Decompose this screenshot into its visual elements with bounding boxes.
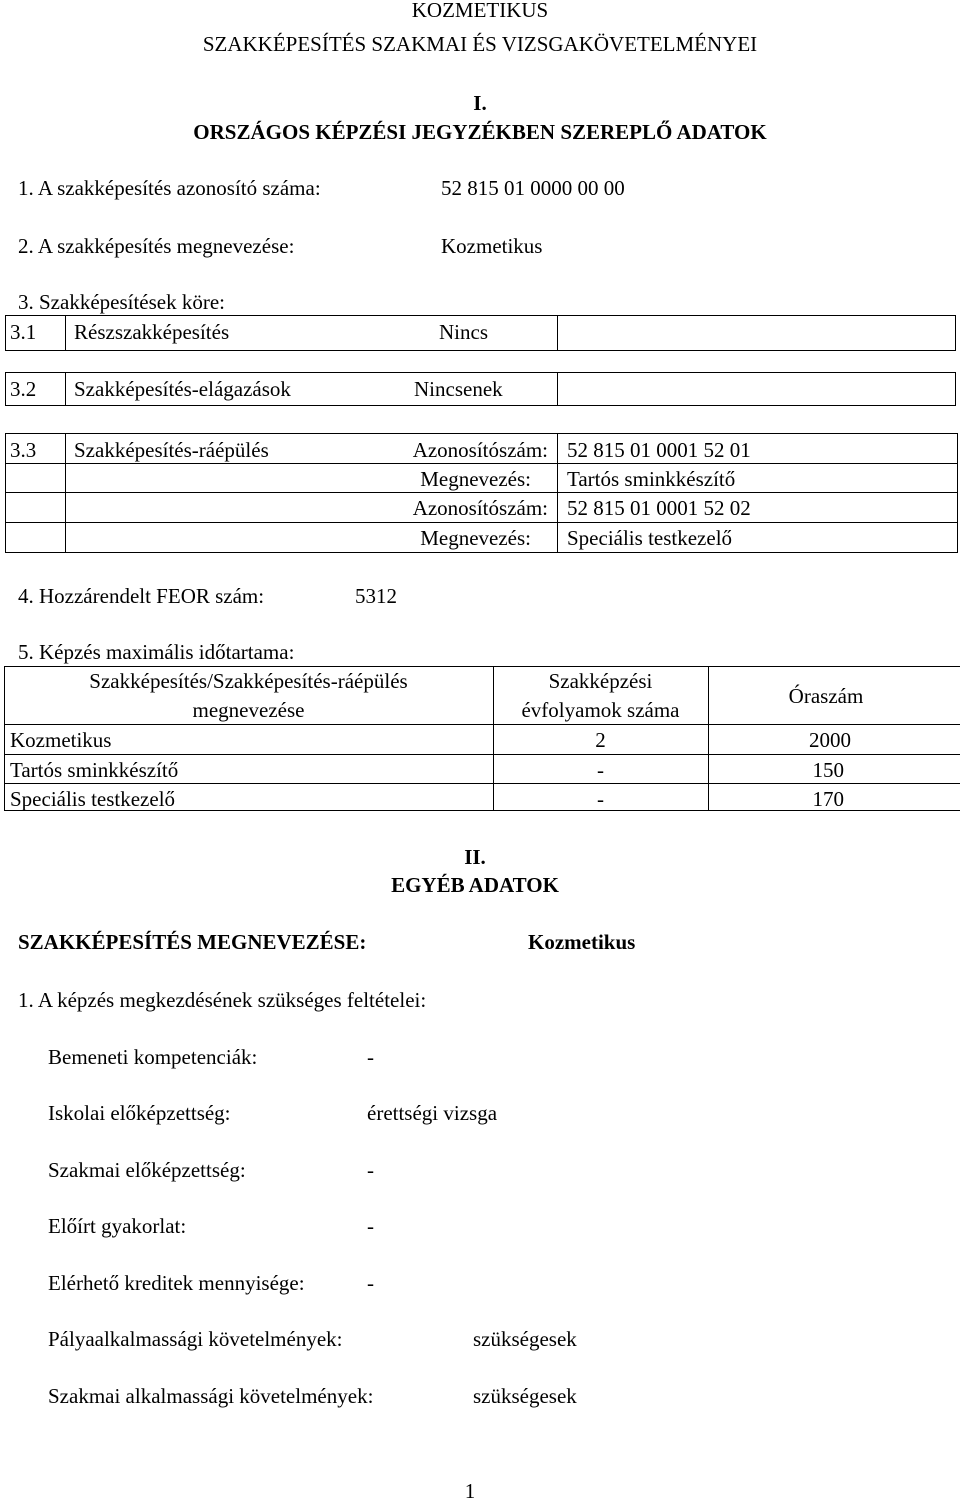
duration-row1-hours: 2000 xyxy=(809,728,851,752)
duration-header-col1-line2: megnevezése xyxy=(192,698,305,722)
item3-3-row1-value: 52 815 01 0001 52 01 xyxy=(567,438,751,462)
req-career-aptitude-label: Pályaalkalmassági követelmények: xyxy=(48,1327,343,1351)
duration-row3-name: Speciális testkezelő xyxy=(10,787,176,811)
req-practice-value: - xyxy=(367,1214,374,1238)
item3-1-label: Részszakképesítés xyxy=(74,320,230,344)
item4-label: 4. Hozzárendelt FEOR szám: xyxy=(18,584,265,608)
duration-row1-name: Kozmetikus xyxy=(10,728,112,752)
duration-header-col2-line2: évfolyamok száma xyxy=(521,698,680,722)
item5-label: 5. Képzés maximális időtartama: xyxy=(18,640,295,664)
req-practice-label: Előírt gyakorlat: xyxy=(48,1214,187,1238)
req-professional-aptitude-label: Szakmai alkalmassági követelmények: xyxy=(48,1384,374,1408)
section2-number: II. xyxy=(464,845,486,869)
item4-value: 5312 xyxy=(355,584,397,608)
req-credits-value: - xyxy=(367,1271,374,1295)
item3-3-row3-value: 52 815 01 0001 52 02 xyxy=(567,496,751,520)
document-title-line2: SZAKKÉPESÍTÉS SZAKMAI ÉS VIZSGAKÖVETELMÉNYEI xyxy=(202,32,758,56)
item3-2-label: Szakképesítés-elágazások xyxy=(74,377,291,401)
duration-row1-years: 2 xyxy=(595,728,606,752)
req-professional-value: - xyxy=(367,1158,374,1182)
item3-1-number: 3.1 xyxy=(10,320,37,344)
item2-label: 2. A szakképesítés megnevezése: xyxy=(18,234,295,258)
req-professional-label: Szakmai előképzettség: xyxy=(48,1158,246,1182)
item3-2-value: Nincsenek xyxy=(414,377,503,401)
item3-3-number: 3.3 xyxy=(10,438,37,462)
item3-3-row3-key: Azonosítószám: xyxy=(412,496,548,520)
item3-1-value: Nincs xyxy=(439,320,488,344)
duration-row2-years: - xyxy=(597,758,604,782)
item3-2-number: 3.2 xyxy=(10,377,37,401)
duration-header-col2-line1: Szakképzési xyxy=(548,669,653,693)
item1-value: 52 815 01 0000 00 00 xyxy=(441,176,625,200)
req-credits-label: Elérhető kreditek mennyisége: xyxy=(48,1271,305,1295)
section1-title: ORSZÁGOS KÉPZÉSI JEGYZÉKBEN SZEREPLŐ ADATOK xyxy=(193,120,767,144)
item3-3-row4-value: Speciális testkezelő xyxy=(567,526,733,550)
duration-header-col1-line1: Szakképesítés/Szakképesítés-ráépülés xyxy=(89,669,408,693)
req-professional-aptitude-value: szükségesek xyxy=(473,1384,577,1408)
qualification-name-label: SZAKKÉPESÍTÉS MEGNEVEZÉSE: xyxy=(18,930,367,954)
duration-header-col3: Óraszám xyxy=(788,684,864,708)
requirements-title: 1. A képzés megkezdésének szükséges feltételei: xyxy=(18,988,427,1012)
page-number: 1 xyxy=(464,1479,476,1503)
duration-row2-name: Tartós sminkkészítő xyxy=(10,758,179,782)
req-school-label: Iskolai előképzettség: xyxy=(48,1101,231,1125)
section2-title: EGYÉB ADATOK xyxy=(391,873,559,897)
document-title-line1: KOZMETIKUS xyxy=(411,0,549,22)
duration-row2-hours: 150 xyxy=(812,758,844,782)
item1-label: 1. A szakképesítés azonosító száma: xyxy=(18,176,321,200)
req-school-value: érettségi vizsga xyxy=(367,1101,498,1125)
item3-3-row4-key: Megnevezés: xyxy=(420,526,531,550)
req-entry-competencies-label: Bemeneti kompetenciák: xyxy=(48,1045,258,1069)
req-entry-competencies-value: - xyxy=(367,1045,374,1069)
req-career-aptitude-value: szükségesek xyxy=(473,1327,577,1351)
section1-number: I. xyxy=(473,91,487,115)
item3-3-row1-key: Azonosítószám: xyxy=(412,438,548,462)
qualification-name-value: Kozmetikus xyxy=(528,930,636,954)
duration-row3-years: - xyxy=(597,787,604,811)
item3-label: 3. Szakképesítések köre: xyxy=(18,290,226,314)
item3-3-label: Szakképesítés-ráépülés xyxy=(74,438,269,462)
duration-row3-hours: 170 xyxy=(812,787,844,811)
item3-3-row2-value: Tartós sminkkészítő xyxy=(567,467,736,491)
item3-3-row2-key: Megnevezés: xyxy=(420,467,531,491)
item2-value: Kozmetikus xyxy=(441,234,543,258)
